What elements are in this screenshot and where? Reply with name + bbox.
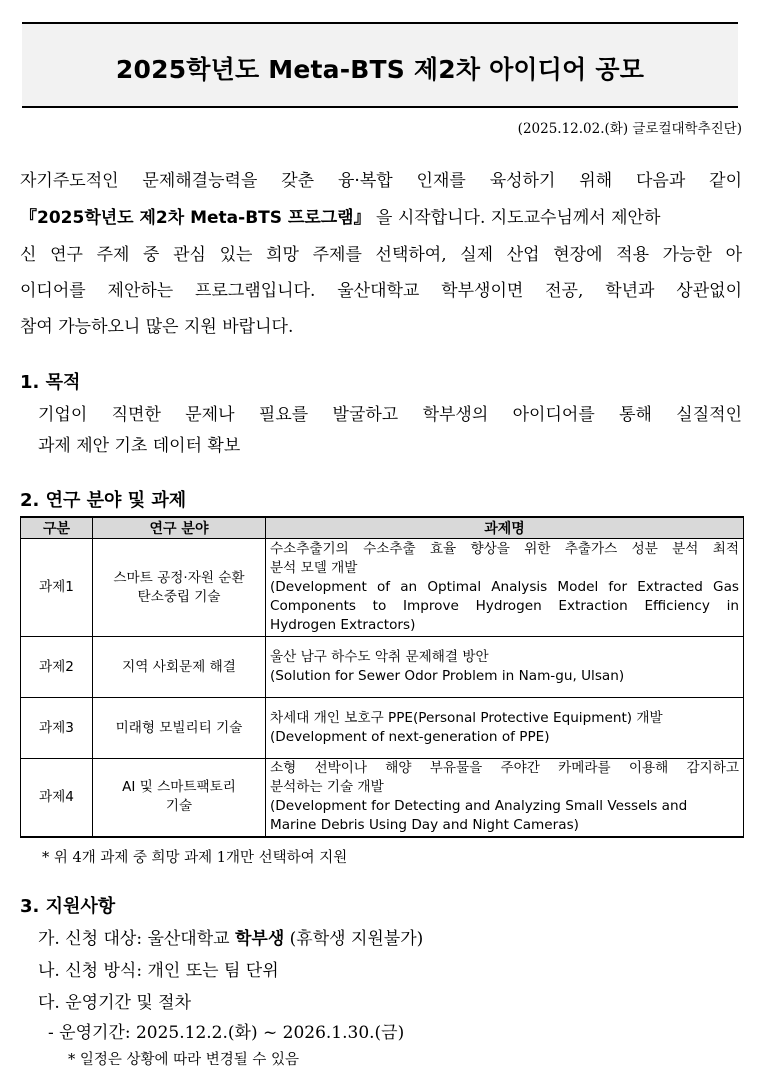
task-title-line: 울산 남구 하수도 악취 문제해결 방안 xyxy=(270,649,489,665)
task-title xyxy=(266,539,744,637)
task-title-line: Hydrogen Extractors) xyxy=(270,617,416,633)
task-title xyxy=(266,759,744,837)
intro-line-2 xyxy=(20,203,742,228)
task-title-line: 소형 선박이나 해양 부유물을 주야간 카메라를 이용해 감지하고 xyxy=(270,760,739,777)
task-id: 과제1 xyxy=(21,539,93,637)
intro-line-2-rest: 을 시작합니다. 지도교수님께서 제안하 xyxy=(370,208,661,228)
intro-line-3: 신 연구 주제 중 관심 있는 희망 주제를 선택하여, 실제 산업 현장에 적용 가능한 아 xyxy=(20,245,742,265)
task-title-line: 수소추출기의 수소추출 효율 향상을 위한 추출가스 성분 분석 최적 xyxy=(270,541,739,557)
operation-period: - 운영기간: 2025.12.2.(화) ~ 2026.1.30.(금) xyxy=(48,1023,405,1043)
task-id: 과제4 xyxy=(21,759,93,837)
apply-target-label: 가. 신청 대상: 울산대학교 xyxy=(38,929,235,949)
task-field-line: AI 및 스마트팩토리 xyxy=(122,779,236,796)
task-field xyxy=(93,539,266,637)
task-title-line: Marine Debris Using Day and Night Cameras) xyxy=(270,817,579,834)
title-box xyxy=(22,22,738,108)
apply-target xyxy=(38,924,423,949)
task-field-line: 기술 xyxy=(165,798,193,815)
task-field-line: 탄소중립 기술 xyxy=(137,588,221,605)
section-1-line-1: 기업이 직면한 문제나 필요를 발굴하고 학부생의 아이디어를 통해 실질적인 xyxy=(38,405,742,425)
operation-period-heading: 다. 운영기간 및 절차 xyxy=(38,993,191,1013)
section-2-note: * 위 4개 과제 중 희망 과제 1개만 선택하여 지원 xyxy=(42,850,348,866)
section-1-heading: 1. 목적 xyxy=(20,372,81,393)
column-header: 연구 분야 xyxy=(93,517,266,539)
task-id: 과제3 xyxy=(21,698,93,759)
task-title-line: Components to Improve Hydrogen Extraction Efficiency in xyxy=(270,598,739,614)
intro-line-1: 자기주도적인 문제해결능력을 갖춘 융·복합 인재를 육성하기 위해 다음과 같이 xyxy=(20,171,742,191)
column-header: 과제명 xyxy=(266,517,744,539)
task-title-line: (Solution for Sewer Odor Problem in Nam-gu, Ulsan) xyxy=(270,668,625,684)
apply-target-suffix: (휴학생 지원불가) xyxy=(284,929,424,949)
task-field xyxy=(93,637,266,698)
schedule-note: * 일정은 상황에 따라 변경될 수 있음 xyxy=(68,1052,300,1068)
table-row xyxy=(21,539,744,637)
task-id: 과제2 xyxy=(21,637,93,698)
apply-method: 나. 신청 방식: 개인 또는 팀 단위 xyxy=(38,961,279,981)
table-row xyxy=(21,698,744,759)
section-3-heading: 3. 지원사항 xyxy=(20,896,116,917)
task-title-line: 차세대 개인 보호구 PPE(Personal Protective Equipment) 개발 xyxy=(270,710,663,726)
task-title xyxy=(266,698,744,759)
apply-target-emphasis: 학부생 xyxy=(234,929,285,949)
intro-line-4: 이디어를 제안하는 프로그램입니다. 울산대학교 학부생이면 전공, 학년과 상관없이 xyxy=(20,281,742,301)
task-title-line: (Development for Detecting and Analyzing Small Vessels and xyxy=(270,798,688,815)
table-header-row xyxy=(21,517,744,539)
task-title xyxy=(266,637,744,698)
table-row xyxy=(21,637,744,698)
task-title-line: 분석하는 기술 개발 xyxy=(270,779,384,796)
page-title: 2025학년도 Meta-BTS 제2차 아이디어 공모 xyxy=(115,55,645,84)
announcement-date: (2025.12.02.(화) 글로컬대학추진단) xyxy=(517,121,742,137)
task-title-line: 분석 모델 개발 xyxy=(270,560,358,576)
task-field-line: 지역 사회문제 해결 xyxy=(122,658,236,675)
task-field xyxy=(93,698,266,759)
table-row xyxy=(21,759,744,837)
column-header: 구분 xyxy=(21,517,93,539)
task-field xyxy=(93,759,266,837)
program-name: 『2025학년도 제2차 Meta-BTS 프로그램』 xyxy=(20,208,371,228)
intro-line-5: 참여 가능하오니 많은 지원 바랍니다. xyxy=(20,317,294,337)
section-2-heading: 2. 연구 분야 및 과제 xyxy=(20,490,187,511)
task-title-line: (Development of next-generation of PPE) xyxy=(270,729,550,745)
task-field-line: 스마트 공정·자원 순환 xyxy=(113,569,245,586)
task-field-line: 미래형 모빌리티 기술 xyxy=(115,719,243,736)
section-1-line-2: 과제 제안 기초 데이터 확보 xyxy=(38,436,241,456)
task-title-line: (Development of an Optimal Analysis Model for Extracted Gas xyxy=(270,579,739,595)
task-table xyxy=(20,516,744,838)
